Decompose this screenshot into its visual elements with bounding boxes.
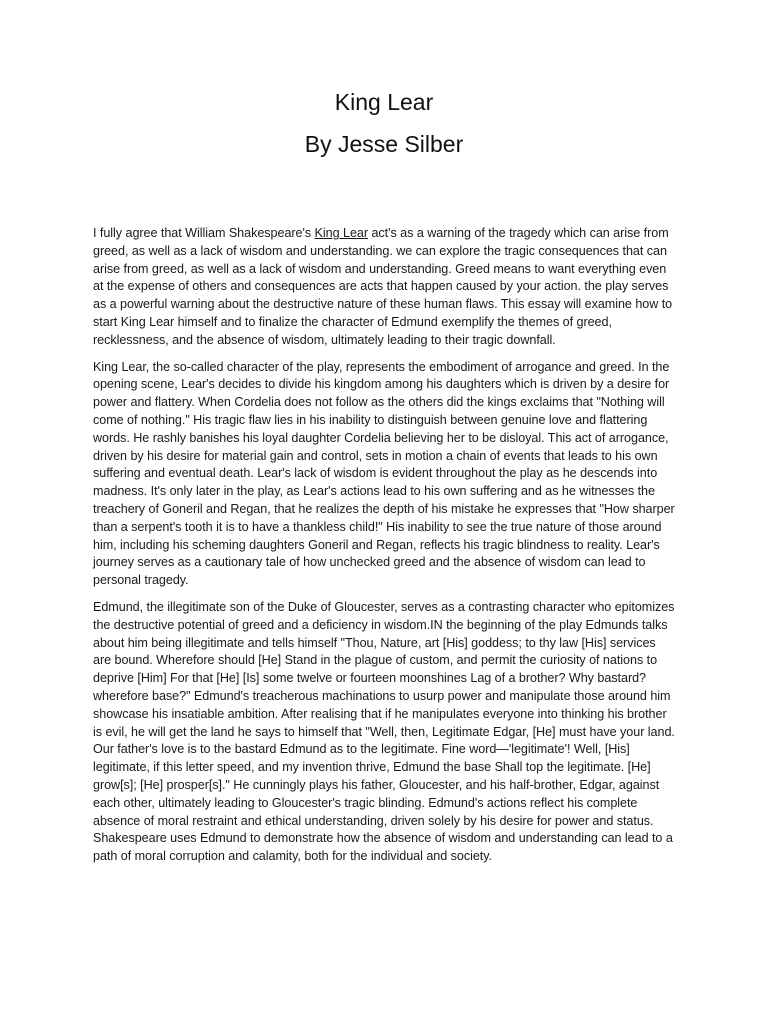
underlined-work-title: King Lear (314, 226, 369, 240)
essay-body (93, 225, 677, 875)
paragraph-king-lear: King Lear, the so-called character of the play, represents the embodiment of arrogance and greed. In the opening scene, Lear's decides to divide his kingdom among his daughters which is driven by a desire for power and flattery. When Cordelia does not follow as the others did the kings exclaims that "Nothing will come of nothing." His tragic flaw lies in his inability to distinguish between genuine love and flattering words. He rashly banishes his loyal daughter Cordelia believing her to be disloyal. This act of arrogance, driven by his desire for material gain and control, sets in motion a chain of events that leads to his own suffering and eventual death. Lear's lack of wisdom is evident throughout the play as he descends into madness. It's only later in the play, as Lear's actions lead to his own suffering and as he witnesses the treachery of Goneril and Regan, that he realizes the depth of his mistake he expresses that "How sharper than a serpent's tooth it is to have a thankless child!" His inability to see the true nature of those around him, including his scheming daughters Goneril and Regan, reflects his tragic blindness to reality. Lear's journey serves as a cautionary tale of how unchecked greed and the absence of wisdom can lead to personal tragedy. (93, 359, 675, 588)
document-byline: By Jesse Silber (304, 131, 464, 157)
paragraph-intro-text-after: act's as a warning of the tragedy which can arise from greed, as well as a lack of wisdom and understanding. we can explore the tragic consequences that can arise from greed, as well as a lack of wisdom and understanding. Greed means to want everything even at the expense of others and consequences are acts that happen caused by your action. the play serves as a powerful warning about the destructive nature of these human flaws. This essay will examine how to start King Lear himself and to finalize the character of Edmund exemplify the themes of greed, recklessness, and the absence of wisdom, ultimately leading to their tragic downfall. (93, 226, 673, 347)
paragraph-intro (93, 225, 677, 350)
document-title: King Lear (334, 89, 434, 115)
paragraph-intro-text-before: I fully agree that William Shakespeare's (93, 226, 315, 240)
paragraph-edmund: Edmund, the illegitimate son of the Duke of Gloucester, serves as a contrasting character who epitomizes the destructive potential of greed and a deficiency in wisdom.IN the beginning of the play Edmunds talks about him being illegitimate and tells himself "Thou, Nature, art [His] goddess; to thy law [His] services are bound. Wherefore should [He] Stand in the plague of custom, and permit the curiosity of nations to deprive [Him] For that [He] [Is] some twelve or fourteen moonshines Lag of a brother? Why bastard? wherefore base?" Edmund's treacherous machinations to usurp power and manipulate those around him showcase his insatiable ambition. After realising that if he manipulates everyone into thinking his brother is evil, he will get the land he says to himself that "Well, then, Legitimate Edgar, [He] must have your land. Our father's love is to the bastard Edmund as to the legitimate. Fine word—'legitimate'! Well, [His] legitimate, if this letter speed, and my invention thrive, Edmund the base Shall top the legitimate. [He] grow[s]; [He] prosper[s]." He cunningly plays his father, Gloucester, and his half-brother, Edgar, against each other, ultimately leading to Gloucester's tragic blinding. Edmund's actions reflect his complete absence of moral restraint and ethical understanding, driven solely by his desire for power and status. Shakespeare uses Edmund to demonstrate how the absence of wisdom and understanding can lead to a path of moral corruption and calamity, both for the individual and society. (93, 599, 675, 864)
